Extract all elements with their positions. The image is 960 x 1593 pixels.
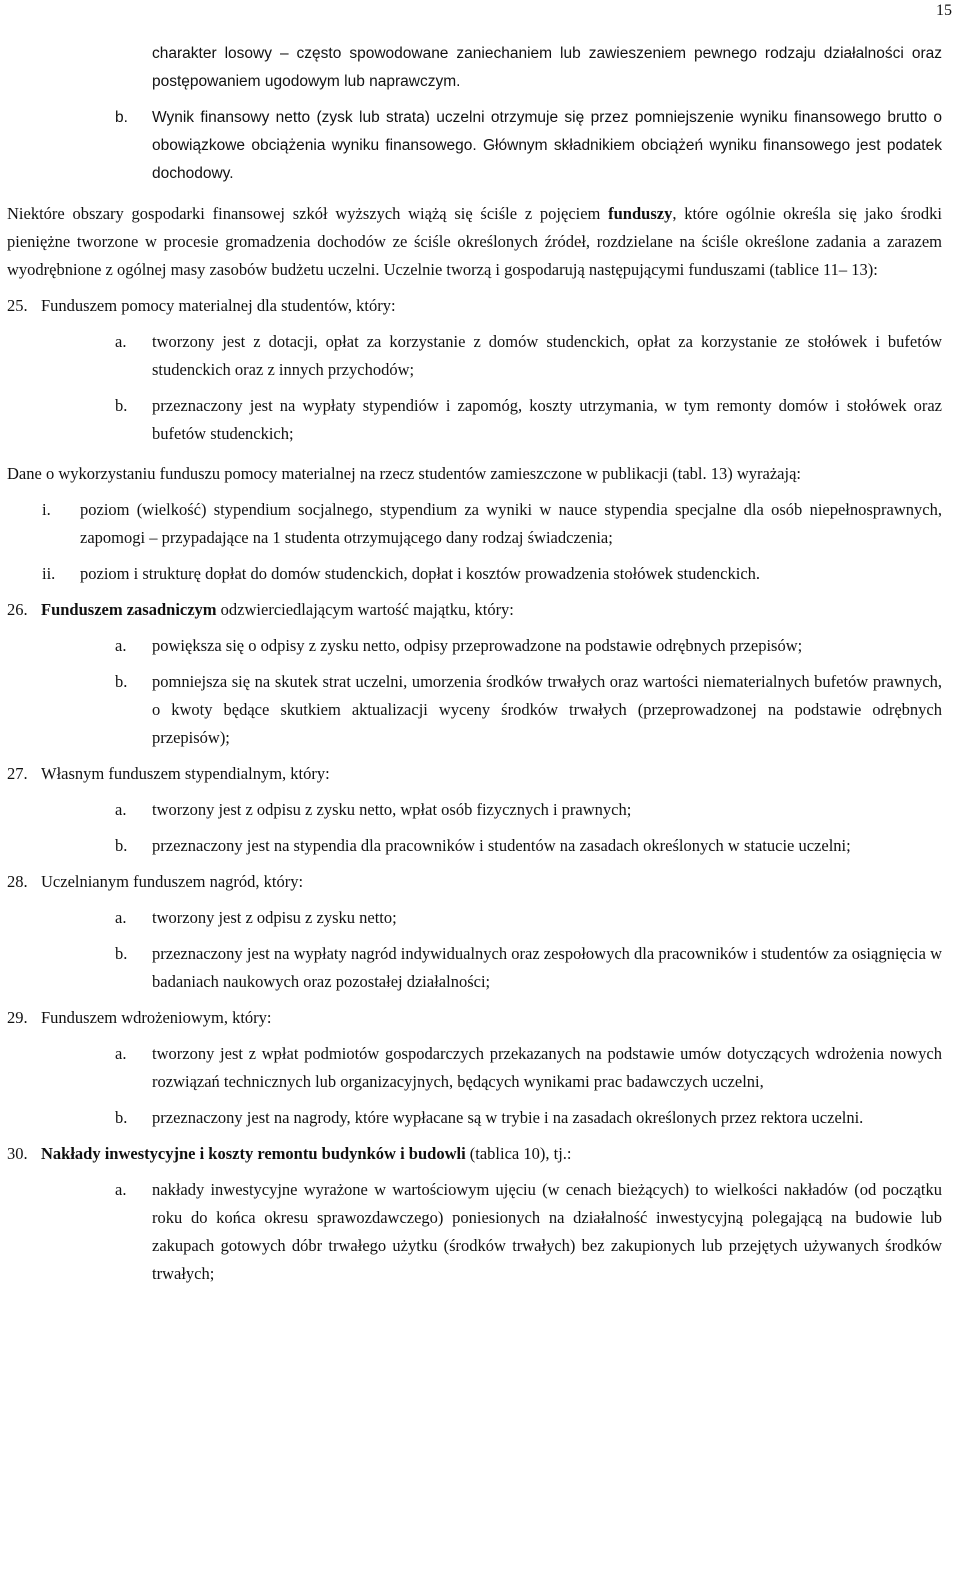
item-26-b [7, 668, 942, 752]
item-b-marker: b. [115, 109, 128, 126]
item-30 [7, 1140, 942, 1168]
item-28 [7, 868, 942, 896]
funds-text-before: Niektóre obszary gospodarki finansowej szkół wyższych wiążą się ściśle z pojęciem [7, 204, 609, 223]
data-paragraph: Dane o wykorzystaniu funduszu pomocy materialnej na rzecz studentów zamieszczone w publikacji (tabl. 13) wyrażają: [7, 464, 801, 483]
item-29-a-marker: a. [115, 1044, 127, 1063]
item-30-a [7, 1176, 942, 1288]
item-25-a-marker: a. [115, 332, 127, 351]
item-27-b-marker: b. [115, 836, 128, 855]
item-28-b-marker: b. [115, 944, 128, 963]
item-30-a-text: nakłady inwestycyjne wyrażone w wartościowym ujęciu (w cenach bieżących) to wielkości nakładów (od początku roku do końca okresu sprawozdawczego) poniesionych na działalność inwestycyjną polegającą na budowie lub zakupach gotowych dóbr trwałego użytku (środków trwałych) bez zakupionych lub przejętych używanych środków trwałych; [152, 1180, 942, 1283]
item-26-text: odzwierciedlającym wartość majątku, który: [216, 600, 514, 619]
item-26-b-text: pomniejsza się na skutek strat uczelni, umorzenia środków trwałych oraz wartości niematerialnych bufetów prawnych, o kwoty będące skutkiem aktualizacji wyceny środków trwałych (przeprowadzonej na podstawie odrębnych przepisów); [152, 672, 942, 747]
item-28-b-text: przeznaczony jest na wypłaty nagród indywidualnych oraz zespołowych dla pracowników i studentów za osiągnięcia w badaniach naukowych oraz pozostałej działalności; [152, 944, 942, 991]
item-28-number: 28. [7, 872, 28, 891]
item-25-a [7, 328, 942, 384]
item-25-number: 25. [7, 296, 28, 315]
item-27-b [7, 832, 942, 860]
item-30-a-marker: a. [115, 1180, 127, 1199]
item-28-text: Uczelnianym funduszem nagród, który: [41, 872, 304, 891]
item-26-number: 26. [7, 600, 28, 619]
page-number: 15 [936, 2, 952, 19]
item-29 [7, 1004, 942, 1032]
item-27-a-text: tworzony jest z odpisu z zysku netto, wpłat osób fizycznych i prawnych; [152, 800, 632, 819]
funds-bold-term: funduszy [608, 204, 673, 223]
roman-i-text: poziom (wielkość) stypendium socjalnego, stypendium za wyniki w nauce stypendia specjalne dla osób niepełnosprawnych, zapomogi – przypadające na 1 studenta otrzymującego dany rodzaj świadczenia; [80, 500, 942, 547]
item-26-a-text: powiększa się o odpisy z zysku netto, odpisy przeprowadzone na podstawie odrębnych przepisów; [152, 636, 803, 655]
item-26-b-marker: b. [115, 672, 128, 691]
item-25-b-text: przeznaczony jest na wypłaty stypendiów i zapomóg, koszty utrzymania, w tym remonty domów i stołówek oraz bufetów studenckich; [152, 396, 942, 443]
item-25-b [7, 392, 942, 448]
funds-paragraph [7, 200, 942, 284]
item-30-text: (tablica 10), tj.: [465, 1144, 572, 1163]
item-26-bold: Funduszem zasadniczym [41, 600, 217, 619]
item-29-text: Funduszem wdrożeniowym, który: [41, 1008, 272, 1027]
item-25-text: Funduszem pomocy materialnej dla studentów, który: [41, 296, 396, 315]
item-26-a-marker: a. [115, 636, 127, 655]
item-29-b [7, 1104, 942, 1132]
roman-i-marker: i. [42, 500, 51, 519]
item-26-a [7, 632, 942, 660]
item-29-b-text: przeznaczony jest na nagrody, które wypłacane są w trybie i na zasadach określonych przez rektora uczelni. [152, 1108, 864, 1127]
roman-ii-text: poziom i strukturę dopłat do domów studenckich, dopłat i kosztów prowadzenia stołówek studenckich. [80, 564, 761, 583]
item-29-b-marker: b. [115, 1108, 128, 1127]
item-30-number: 30. [7, 1144, 28, 1163]
item-25 [7, 292, 942, 320]
item-30-bold: Nakłady inwestycyjne i koszty remontu budynków i budowli [41, 1144, 466, 1163]
roman-item-ii [7, 560, 942, 588]
item-27 [7, 760, 942, 788]
item-27-a-marker: a. [115, 800, 127, 819]
item-27-a [7, 796, 942, 824]
funds-text-after: , które ogólnie określa się jako środki pieniężne tworzone w procesie gromadzenia dochodów ze ściśle określonych źródeł, rozdzielane na ściśle określone zadania a zarazem wyodrębnione z ogólnej masy zasobów budżetu uczelni. Uczelnie tworzą i gospodarują następującymi funduszami (tablice 11– 13): [7, 204, 942, 279]
item-28-a [7, 904, 942, 932]
item-29-a [7, 1040, 942, 1096]
item-29-a-text: tworzony jest z wpłat podmiotów gospodarczych przekazanych na podstawie umów dotyczących wdrożenia nowych rozwiązań technicznych lub organizacyjnych, będących wynikami prac badawczych uczelni, [152, 1044, 942, 1091]
item-b-net-result [7, 104, 942, 188]
item-27-b-text: przeznaczony jest na stypendia dla pracowników i studentów na zasadach określonych w statucie uczelni; [152, 836, 851, 855]
item-27-text: Własnym funduszem stypendialnym, który: [41, 764, 330, 783]
item-28-b [7, 940, 942, 996]
item-25-b-marker: b. [115, 396, 128, 415]
item-b-text: Wynik finansowy netto (zysk lub strata) uczelni otrzymuje się przez pomniejszenie wyniku finansowego brutto o obowiązkowe obciążenia wyniku finansowego. Głównym składnikiem obciążeń wyniku finansowego jest podatek dochodowy. [152, 109, 942, 182]
item-28-a-marker: a. [115, 908, 127, 927]
item-25-a-text: tworzony jest z dotacji, opłat za korzystanie z domów studenckich, opłat za korzystanie ze stołówek i bufetów studenckich oraz z innych przychodów; [152, 332, 942, 379]
item-28-a-text: tworzony jest z odpisu z zysku netto; [152, 908, 397, 927]
document-body [7, 40, 942, 1288]
item-27-number: 27. [7, 764, 28, 783]
item-26 [7, 596, 942, 624]
roman-item-i [7, 496, 942, 552]
item-29-number: 29. [7, 1008, 28, 1027]
roman-ii-marker: ii. [42, 564, 56, 583]
item-a-continuation: charakter losowy – często spowodowane zaniechaniem lub zawieszeniem pewnego rodzaju działalności oraz postępowaniem ugodowym lub naprawczym. [152, 45, 942, 90]
